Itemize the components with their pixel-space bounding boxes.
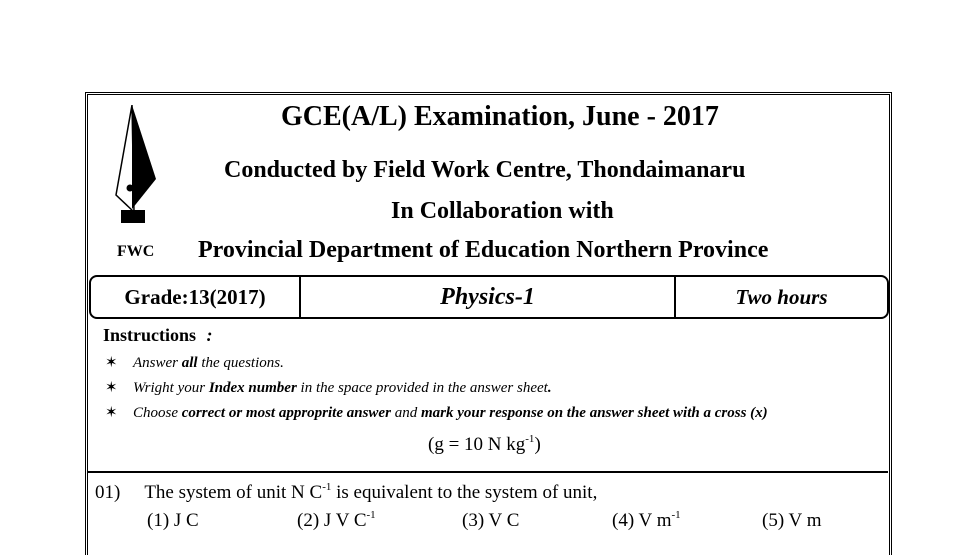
answer-option[interactable]	[762, 510, 821, 532]
instructions-heading	[103, 325, 213, 346]
question-text-end: is equivalent to the system of unit,	[331, 482, 598, 503]
instruction-text: the questions.	[197, 355, 284, 371]
exam-title: GCE(A/L) Examination, June - 2017	[281, 101, 719, 132]
grade: Grade:13(2017)	[91, 277, 301, 317]
colon: :	[206, 325, 213, 345]
instruction-text: Wright your	[133, 380, 209, 396]
constant-text: (g = 10 N kg	[428, 434, 526, 455]
star-bullet-icon: ✶	[105, 380, 118, 396]
option-text: (1) J C	[147, 510, 199, 531]
instruction-item	[105, 353, 284, 372]
instruction-text: (x)	[746, 405, 768, 421]
info-row	[89, 275, 889, 319]
instruction-item	[105, 378, 552, 397]
answer-option[interactable]	[612, 510, 681, 532]
fwc-pen-nib-logo-icon	[108, 105, 168, 240]
question-text: The system of unit N C	[144, 482, 323, 503]
department: Provincial Department of Education Northern Province	[198, 237, 769, 263]
instruction-text: all	[181, 355, 198, 371]
instruction-text: and	[390, 405, 421, 421]
logo-text: FWC	[117, 243, 155, 260]
instruction-text: Choose	[133, 405, 182, 421]
collaboration: In Collaboration with	[391, 198, 614, 224]
star-bullet-icon: ✶	[105, 405, 118, 421]
instruction-text: Answer	[133, 355, 182, 371]
instructions-label: Instructions	[103, 325, 197, 345]
duration: Two hours	[735, 284, 828, 309]
instruction-text: correct or most approprite answer	[181, 405, 391, 421]
instruction-item	[105, 403, 768, 422]
gravity-constant	[428, 434, 541, 456]
instruction-text: in the space provided in the answer sheet	[296, 380, 548, 396]
instruction-text: .	[547, 380, 552, 396]
answer-option[interactable]	[297, 510, 376, 532]
option-text: (4) V m	[612, 510, 672, 531]
star-bullet-icon: ✶	[105, 355, 118, 371]
answer-option[interactable]	[462, 510, 519, 532]
conducted-by: Conducted by Field Work Centre, Thondaimanaru	[224, 157, 746, 183]
answer-option[interactable]	[147, 510, 199, 532]
subject: Physics-1	[301, 277, 676, 317]
question-sup: -1	[322, 481, 332, 493]
option-text: (3) V C	[462, 510, 520, 531]
divider	[88, 471, 888, 473]
question-01	[95, 482, 597, 504]
instruction-text: Index number	[208, 380, 297, 396]
option-sup: -1	[366, 509, 376, 521]
question-number: 01)	[95, 482, 121, 503]
option-text: (2) J V C	[297, 510, 367, 531]
constant-sup: -1	[525, 433, 535, 445]
constant-close: )	[534, 434, 541, 455]
instruction-text: mark your response on the answer sheet with a cross	[420, 405, 747, 421]
option-sup: -1	[671, 509, 681, 521]
option-text: (5) V m	[762, 510, 822, 531]
